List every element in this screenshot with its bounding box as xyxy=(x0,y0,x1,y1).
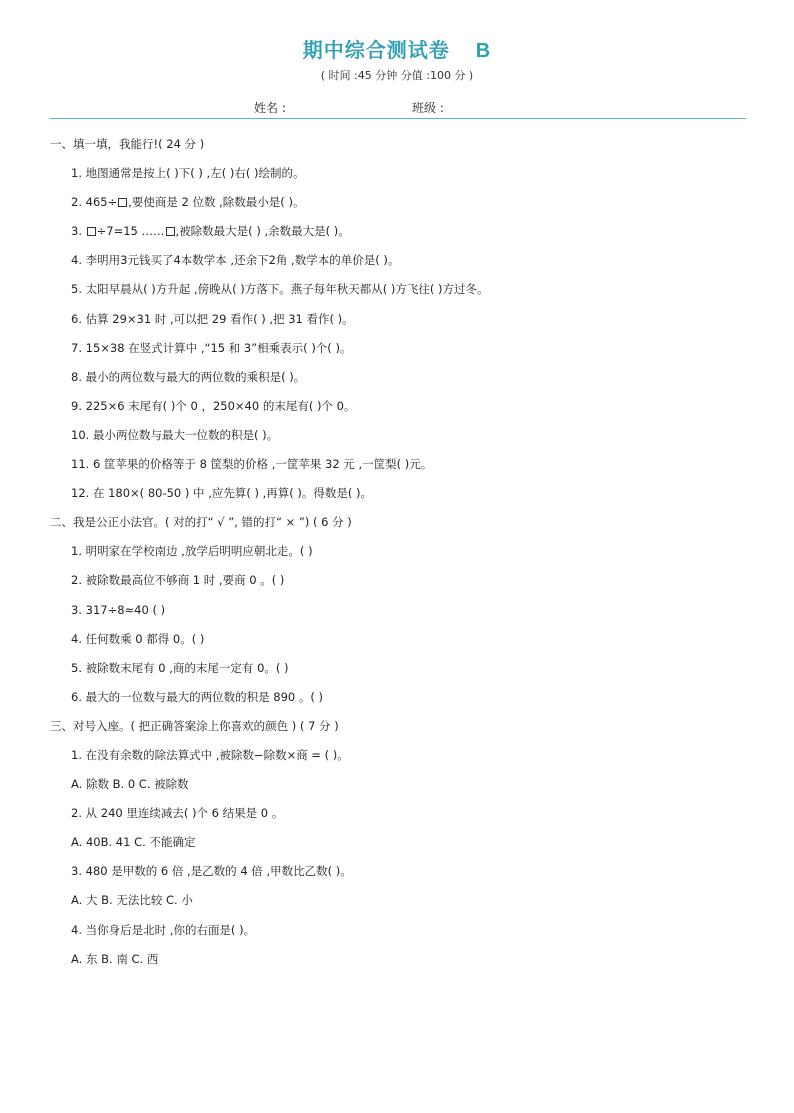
question-3-2-options: A. 40B. 41 C. 不能确定 xyxy=(71,835,196,850)
question-1-6: 6. 估算 29×31 时 ,可以把 29 看作( ) ,把 31 看作( )。 xyxy=(71,311,354,326)
question-1-5: 5. 太阳早晨从( )方升起 ,傍晚从( )方落下。燕子每年秋天都从( )方飞往( )方过冬。 xyxy=(71,282,489,297)
question-1-8: 8. 最小的两位数与最大的两位数的乘积是( )。 xyxy=(71,369,306,384)
blank-box-icon xyxy=(166,227,175,236)
question-3-2: 2. 从 240 里连续减去( )个 6 结果是 0 。 xyxy=(71,806,284,821)
question-1-2-part-a: 2. 465÷ xyxy=(71,195,118,210)
question-2-2: 2. 被除数最高位不够商 1 时 ,要商 0 。( ) xyxy=(71,573,285,588)
exam-content xyxy=(50,130,750,974)
question-3-3: 3. 480 是甲数的 6 倍 ,是乙数的 4 倍 ,甲数比乙数( )。 xyxy=(71,864,352,879)
question-3-1-options: A. 除数 B. 0 C. 被除数 xyxy=(71,777,189,792)
question-1-4: 4. 李明用3元钱买了4本数学本 ,还余下2角 ,数学本的单价是( )。 xyxy=(71,253,400,268)
class-label: 班级 : xyxy=(412,101,444,115)
question-1-1: 1. 地图通常是按上( )下( ) ,左( )右( )绘制的。 xyxy=(71,166,305,181)
question-3-1: 1. 在没有余数的除法算式中 ,被除数−除数×商 = ( )。 xyxy=(71,747,349,762)
section-1-heading: 一、填一填，我能行!( 24 分 ) xyxy=(50,137,205,151)
question-3-3-options: A. 大 B. 无法比较 C. 小 xyxy=(71,893,193,908)
question-3-4: 4. 当你身后是北时 ,你的右面是( )。 xyxy=(71,922,256,937)
question-1-12: 12. 在 180×( 80-50 ) 中 ,应先算( ) ,再算( )。得数是( )。 xyxy=(71,486,373,501)
question-1-3-part-c: ,被除数最大是( ) ,余数最大是( )。 xyxy=(175,224,350,239)
question-1-2 xyxy=(50,188,750,217)
question-1-3-part-a: 3. xyxy=(71,224,86,239)
question-1-9: 9. 225×6 末尾有( )个 0 ，250×40 的末尾有( )个 0。 xyxy=(71,398,356,413)
page-title xyxy=(0,34,794,63)
question-1-11: 11. 6 筐苹果的价格等于 8 筐梨的价格 ,一筐苹果 32 元 ,一筐梨( )元。 xyxy=(71,457,433,472)
title-version: B xyxy=(475,40,492,62)
name-label: 姓名 : xyxy=(254,101,286,115)
question-1-7: 7. 15×38 在竖式计算中 ,“15 和 3”相乘表示( )个( )。 xyxy=(71,340,352,355)
question-2-5: 5. 被除数末尾有 0 ,商的末尾一定有 0。( ) xyxy=(71,660,289,675)
section-2-heading: 二、我是公正小法官。( 对的打“ √ ”, 错的打“ × ”) ( 6 分 ) xyxy=(50,515,352,530)
blank-box-icon xyxy=(118,198,127,207)
question-1-2-part-b: ,要使商是 2 位数 ,除数最小是( )。 xyxy=(128,195,305,210)
question-3-4-options: A. 东 B. 南 C. 西 xyxy=(71,951,159,966)
question-1-3 xyxy=(50,217,750,246)
section-3-heading: 三、对号入座。( 把正确答案涂上你喜欢的颜色 ) ( 7 分 ) xyxy=(50,718,339,733)
question-1-10: 10. 最小两位数与最大一位数的积是( )。 xyxy=(71,427,279,442)
question-2-1: 1. 明明家在学校南边 ,放学后明明应朝北走。( ) xyxy=(71,544,313,559)
blank-box-icon xyxy=(87,227,96,236)
header-divider xyxy=(50,118,746,119)
page-subtitle: ( 时间 :45 分钟 分值 :100 分 ) xyxy=(320,69,474,82)
question-2-3: 3. 317÷8≈40 ( ) xyxy=(71,602,166,617)
question-2-4: 4. 任何数乘 0 都得 0。( ) xyxy=(71,631,205,646)
question-2-6: 6. 最大的一位数与最大的两位数的积是 890 。( ) xyxy=(71,689,324,704)
title-text: 期中综合测试卷 xyxy=(302,38,450,62)
question-1-3-part-b: ÷7=15 …… xyxy=(96,224,165,239)
